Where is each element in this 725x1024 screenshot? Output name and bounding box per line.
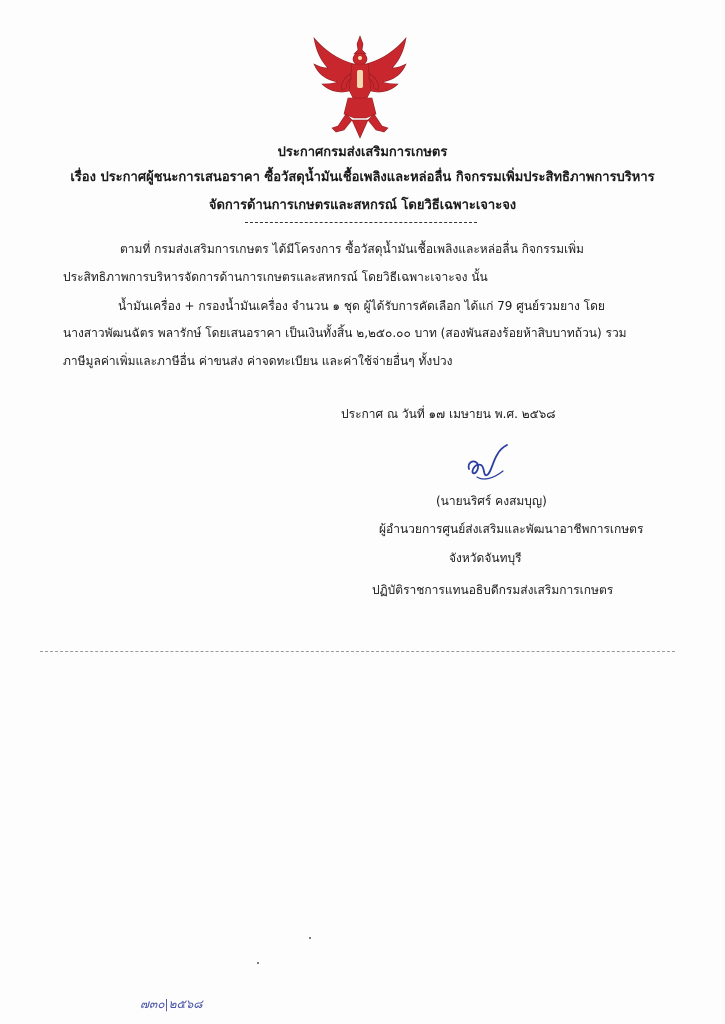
- signatory-name: (นายนริศร์ คงสมบุญ): [436, 494, 547, 508]
- garuda-emblem-icon: [308, 34, 412, 140]
- footer-divider: [40, 651, 675, 652]
- body-paragraph-line: ภาษีมูลค่าเพิ่มและภาษีอื่น ค่าขนส่ง ค่าจดทะเบียน และค่าใช้จ่ายอื่นๆ ทั้งปวง: [63, 354, 453, 368]
- signature-icon: [463, 443, 513, 485]
- signatory-position: ผู้อำนวยการศูนย์ส่งเสริมและพัฒนาอาชีพการเกษตร: [379, 522, 644, 536]
- signatory-acting-for: ปฏิบัติราชการแทนอธิบดีกรมส่งเสริมการเกษตร: [372, 583, 614, 597]
- scan-speck: [257, 962, 259, 964]
- announcement-date: ประกาศ ณ วันที่ ๑๗ เมษายน พ.ศ. ๒๕๖๘: [341, 407, 556, 421]
- heading-divider: [245, 222, 477, 223]
- signatory-province: จังหวัดจันทบุรี: [449, 551, 522, 565]
- handwritten-reference-number: ๗๓๐|๒๕๖๘: [140, 997, 203, 1011]
- body-paragraph-line: น้ำมันเครื่อง + กรองน้ำมันเครื่อง จำนวน ๑ ชุด ผู้ได้รับการคัดเลือก ได้แก่ 79 ศูนย์รวมยาง โดย: [118, 299, 605, 313]
- scan-speck: [309, 937, 311, 939]
- body-paragraph-line: นางสาวพัฒนฉัตร พลารักษ์ โดยเสนอราคา เป็นเงินทั้งสิ้น ๒,๒๕๐.๐๐ บาท (สองพันสองร้อยห้าสิบบาทถ้วน) รวม: [63, 326, 627, 340]
- announcement-subject: เรื่อง ประกาศผู้ชนะการเสนอราคา ซื้อวัสดุน้ำมันเชื้อเพลิงและหล่อลื่น กิจกรรมเพิ่มประสิทธิภาพการบริหาร: [70, 170, 655, 185]
- body-paragraph-line: ตามที่ กรมส่งเสริมการเกษตร ได้มีโครงการ ซื้อวัสดุน้ำมันเชื้อเพลิงและหล่อลื่น กิจกรรมเพิ่ม: [120, 242, 584, 256]
- announcement-title: ประกาศกรมส่งเสริมการเกษตร: [277, 145, 448, 160]
- body-paragraph-line: ประสิทธิภาพการบริหารจัดการด้านการเกษตรและสหกรณ์ โดยวิธีเฉพาะเจาะจง นั้น: [63, 270, 488, 284]
- announcement-subject-continuation: จัดการด้านการเกษตรและสหกรณ์ โดยวิธีเฉพาะเจาะจง: [208, 198, 517, 213]
